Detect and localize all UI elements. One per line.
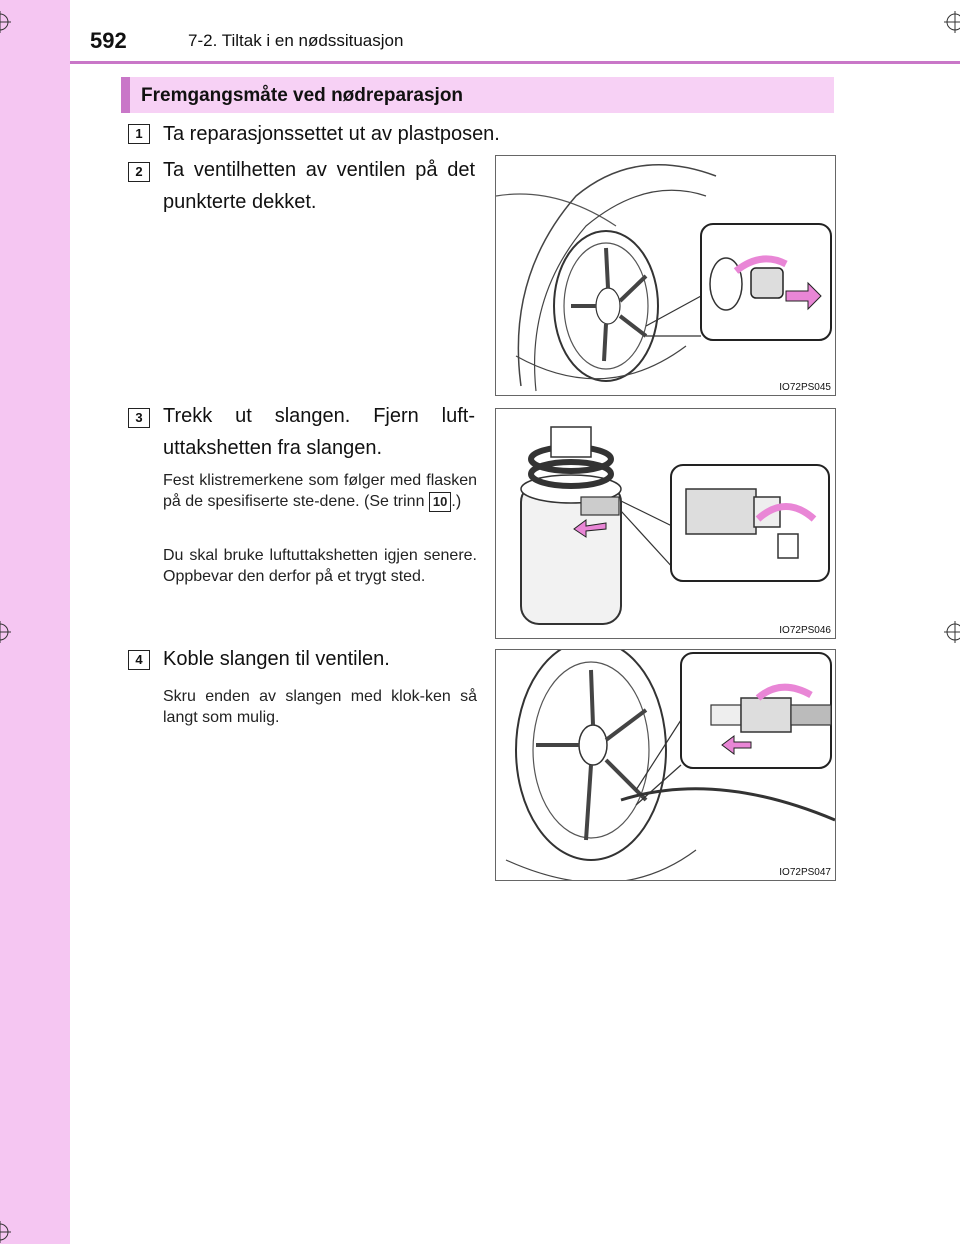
step-3-note-stickers	[163, 470, 477, 512]
chapter-title: 7-2. Tiltak i en nødssituasjon	[188, 31, 404, 50]
figure-code: IO72PS045	[779, 382, 831, 393]
step-3-number: 3	[128, 408, 150, 428]
step-2-text: Ta ventilhetten av ventilen på det punkterte dekket.	[163, 159, 475, 213]
crop-mark-top-right	[944, 11, 960, 33]
step-1-number: 1	[128, 124, 150, 144]
step-3-note-close: .)	[451, 493, 462, 510]
section-header	[121, 77, 834, 113]
figure-code: IO72PS046	[779, 625, 831, 636]
step-1-text: Ta reparasjonssettet ut av plastposen.	[163, 123, 500, 145]
step-3-note-cap: Du skal bruke luftuttakshetten igjen senere. Oppbevar den derfor på et trygt sted.	[163, 547, 477, 585]
header-rule	[70, 61, 960, 64]
crop-mark-top-left	[0, 11, 11, 33]
figure-connect-hose	[495, 649, 836, 881]
crop-mark-mid-left	[0, 621, 11, 643]
page-number: 592	[90, 28, 127, 53]
step-ref-10[interactable]: 10	[429, 492, 451, 512]
figure-hose-cap	[495, 408, 836, 639]
step-4-note: Skru enden av slangen med klok-ken så langt som mulig.	[163, 688, 477, 726]
crop-mark-mid-right	[944, 621, 960, 643]
step-4-text: Koble slangen til ventilen.	[163, 648, 390, 670]
figure-remove-valve-cap	[495, 155, 836, 396]
figure-code: IO72PS047	[779, 867, 831, 878]
section-title: Fremgangsmåte ved nødreparasjon	[141, 85, 464, 106]
step-3-note-text: Fest klistremerkene som følger med flasken på de spesifiserte ste-dene. (Se trinn	[163, 472, 477, 510]
step-3-text: Trekk ut slangen. Fjern luft-uttakshetten fra slangen.	[163, 405, 475, 459]
step-4-number: 4	[128, 650, 150, 670]
step-2-number: 2	[128, 162, 150, 182]
crop-mark-bottom-left	[0, 1221, 11, 1243]
